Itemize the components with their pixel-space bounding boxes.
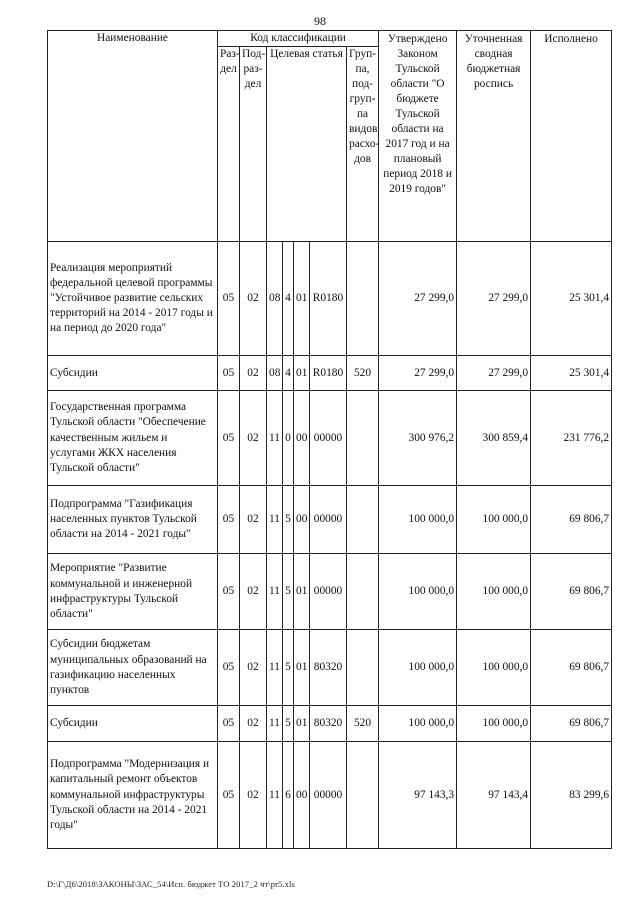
header-code-group: Код классификации — [218, 31, 379, 47]
row-article-program: 08 — [267, 242, 283, 356]
row-section: 05 — [218, 391, 240, 486]
header-row-main — [48, 31, 612, 47]
table-row — [48, 356, 612, 391]
row-article-direction: 00000 — [310, 742, 347, 849]
row-article-event: 01 — [294, 554, 310, 630]
table-row — [48, 242, 612, 356]
row-expense-group — [347, 630, 379, 706]
row-section: 05 — [218, 742, 240, 849]
row-expense-group: 520 — [347, 706, 379, 742]
row-subsection: 02 — [240, 742, 267, 849]
row-subsection: 02 — [240, 356, 267, 391]
row-subsection: 02 — [240, 486, 267, 554]
row-article-program: 11 — [267, 742, 283, 849]
row-approved: 100 000,0 — [379, 706, 457, 742]
row-approved: 300 976,2 — [379, 391, 457, 486]
row-executed: 69 806,7 — [531, 486, 612, 554]
row-article-subprogram: 6 — [283, 742, 294, 849]
row-article-direction: R0180 — [310, 242, 347, 356]
row-article-program: 11 — [267, 554, 283, 630]
row-article-subprogram: 5 — [283, 630, 294, 706]
row-name: Государственная программа Тульской области "Обеспечение качественным жильем и услугами ЖКХ населения Тульской области" — [48, 391, 218, 486]
row-subsection: 02 — [240, 242, 267, 356]
row-article-subprogram: 5 — [283, 706, 294, 742]
row-name: Субсидии — [48, 706, 218, 742]
table-row — [48, 486, 612, 554]
row-refined: 300 859,4 — [457, 391, 531, 486]
row-expense-group — [347, 554, 379, 630]
row-article-subprogram: 5 — [283, 554, 294, 630]
row-expense-group — [347, 486, 379, 554]
row-name: Подпрограмма "Модернизация и капитальный ремонт объектов коммунальной инфраструктуры Тульской области на 2014 - 2021 годы" — [48, 742, 218, 849]
row-subsection: 02 — [240, 554, 267, 630]
row-approved: 97 143,3 — [379, 742, 457, 849]
row-expense-group: 520 — [347, 356, 379, 391]
row-article-event: 01 — [294, 242, 310, 356]
row-executed: 69 806,7 — [531, 706, 612, 742]
row-refined: 100 000,0 — [457, 554, 531, 630]
row-article-direction: 80320 — [310, 630, 347, 706]
row-refined: 27 299,0 — [457, 356, 531, 391]
table-row — [48, 554, 612, 630]
row-executed: 25 301,4 — [531, 356, 612, 391]
row-article-program: 11 — [267, 630, 283, 706]
row-article-program: 11 — [267, 706, 283, 742]
row-refined: 97 143,4 — [457, 742, 531, 849]
row-name: Реализация мероприятий федеральной целевой программы "Устойчивое развитие сельских территорий на 2014 - 2017 годы и на период до 2020 года" — [48, 242, 218, 356]
row-article-event: 00 — [294, 742, 310, 849]
row-article-event: 00 — [294, 391, 310, 486]
row-section: 05 — [218, 356, 240, 391]
row-article-program: 11 — [267, 486, 283, 554]
budget-table — [47, 30, 612, 849]
row-approved: 100 000,0 — [379, 630, 457, 706]
row-name: Мероприятие "Развитие коммунальной и инженерной инфраструктуры Тульской области" — [48, 554, 218, 630]
row-name: Подпрограмма "Газификация населенных пунктов Тульской области на 2014 - 2021 годы" — [48, 486, 218, 554]
row-article-event: 01 — [294, 630, 310, 706]
header-target-article: Целевая статья — [267, 47, 347, 242]
row-name: Субсидии — [48, 356, 218, 391]
header-executed: Исполнено — [531, 31, 612, 242]
row-executed: 231 776,2 — [531, 391, 612, 486]
row-refined: 100 000,0 — [457, 630, 531, 706]
row-approved: 27 299,0 — [379, 242, 457, 356]
row-expense-group — [347, 242, 379, 356]
row-article-direction: R0180 — [310, 356, 347, 391]
row-article-event: 00 — [294, 486, 310, 554]
table-row — [48, 630, 612, 706]
row-section: 05 — [218, 630, 240, 706]
row-article-subprogram: 4 — [283, 242, 294, 356]
row-article-event: 01 — [294, 706, 310, 742]
row-name: Субсидии бюджетам муниципальных образований на газификацию населенных пунктов — [48, 630, 218, 706]
row-article-direction: 80320 — [310, 706, 347, 742]
row-article-subprogram: 4 — [283, 356, 294, 391]
row-executed: 69 806,7 — [531, 630, 612, 706]
table-row — [48, 391, 612, 486]
row-article-direction: 00000 — [310, 486, 347, 554]
file-path-footer: D:\Г\Д6\2018\ЗАКОНЫ\ЗАС_54\Исп. бюджет ТО 2017_2 чт\pr5.xls — [47, 879, 295, 889]
header-refined: Уточненная сводная бюджетная роспись — [457, 31, 531, 242]
row-subsection: 02 — [240, 706, 267, 742]
row-section: 05 — [218, 706, 240, 742]
row-section: 05 — [218, 554, 240, 630]
header-subsection: Под-раз-дел — [240, 47, 267, 242]
row-article-direction: 00000 — [310, 554, 347, 630]
row-expense-group — [347, 742, 379, 849]
row-article-program: 11 — [267, 391, 283, 486]
row-section: 05 — [218, 486, 240, 554]
row-executed: 69 806,7 — [531, 554, 612, 630]
row-subsection: 02 — [240, 391, 267, 486]
row-executed: 83 299,6 — [531, 742, 612, 849]
row-refined: 100 000,0 — [457, 486, 531, 554]
row-article-direction: 00000 — [310, 391, 347, 486]
table-row — [48, 706, 612, 742]
header-section: Раз-дел — [218, 47, 240, 242]
row-refined: 100 000,0 — [457, 706, 531, 742]
row-expense-group — [347, 391, 379, 486]
row-approved: 27 299,0 — [379, 356, 457, 391]
table-row — [48, 742, 612, 849]
header-name: Наименование — [48, 31, 218, 242]
header-expense-group: Груп-па, под-груп-па видов расхо-дов — [347, 47, 379, 242]
row-section: 05 — [218, 242, 240, 356]
row-executed: 25 301,4 — [531, 242, 612, 356]
row-approved: 100 000,0 — [379, 554, 457, 630]
row-article-subprogram: 0 — [283, 391, 294, 486]
header-approved: Утверждено Законом Тульской области "О бюджете Тульской области на 2017 год и на плановый период 2018 и 2019 годов" — [379, 31, 457, 242]
row-refined: 27 299,0 — [457, 242, 531, 356]
row-article-program: 08 — [267, 356, 283, 391]
page-number: 98 — [314, 14, 326, 28]
row-subsection: 02 — [240, 630, 267, 706]
row-article-event: 01 — [294, 356, 310, 391]
row-approved: 100 000,0 — [379, 486, 457, 554]
row-article-subprogram: 5 — [283, 486, 294, 554]
